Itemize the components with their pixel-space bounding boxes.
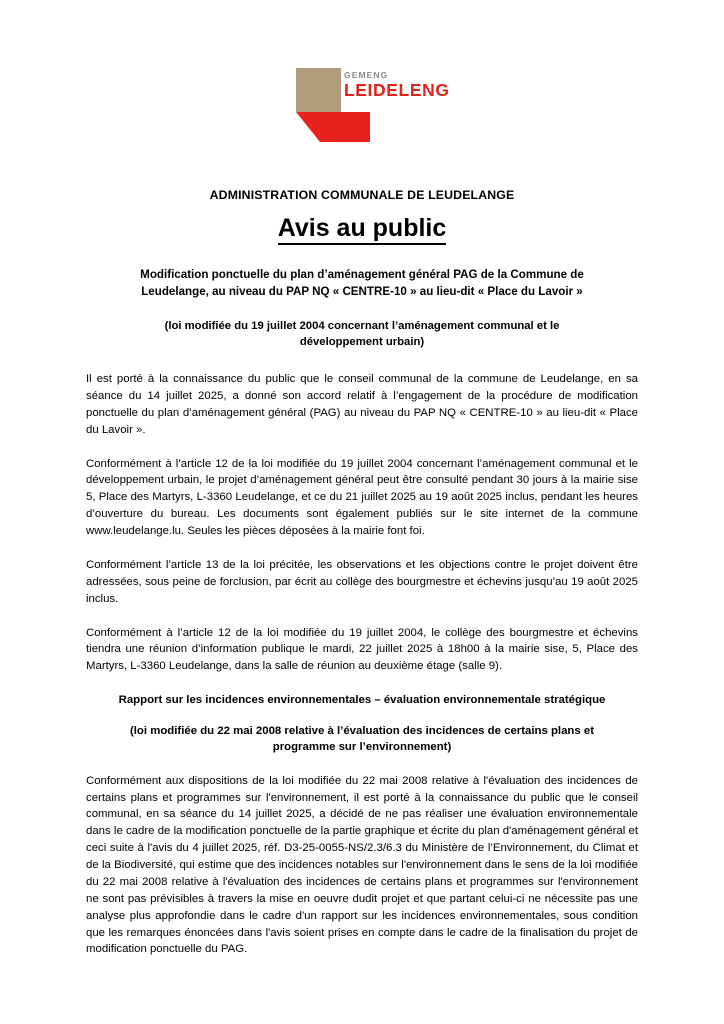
body-paragraph: Conformément à l’article 12 de la loi modifiée du 19 juillet 2004 concernant l’aménagement communal et le développement urbain, le projet d’aménagement général peut être consulté pendant 30 jours à la mairie sise 5, Place des Martyrs, L-3360 Leudelange, et ce du 21 juillet 2025 au 19 août 2025 inclus, pendant les heures d’ouverture du bureau. Les documents sont également publiés sur le site internet de la commune www.leudelange.lu. Seules les pièces déposées à la mairie font foi. (86, 457, 638, 537)
law-reference-note: (loi modifiée du 19 juillet 2004 concernant l’aménagement communal et le développement urbain) (164, 320, 560, 349)
administration-heading: ADMINISTRATION COMMUNALE DE LEUDELANGE (209, 188, 515, 202)
page-title-text: Avis au public (278, 214, 447, 245)
document-body (86, 371, 638, 958)
body-paragraph: Conformément l’article 13 de la loi précitée, les observations et les objections contre le projet doivent être adressées, sous peine de forclusion, par écrit au collège des bourgmestre et échevins jusqu’au 19 août 2025 inclus. (86, 558, 638, 605)
body-paragraph: Conformément à l’article 12 de la loi modifiée du 19 juillet 2004, le collège des bourgmestre et échevins tiendra une réunion d’information publique le mardi, 22 juillet 2025 à 18h00 à la mairie sise, 5, Place des Martyrs, L-3360 Leudelange, dans la salle de réunion au deuxième étage (salle 9). (86, 626, 638, 673)
document-subtitle: Modification ponctuelle du plan d’aménagement général PAG de la Commune de Leudelange, au niveau du PAP NQ « CENTRE-10 » au lieu-dit « Place du Lavoir » (140, 268, 584, 298)
logo-line-gemeng: GEMENG (344, 70, 389, 80)
body-paragraph: Il est porté à la connaissance du public que le conseil communal de la commune de Leudelange, en sa séance du 14 juillet 2025, a donné son accord relatif à l’engagement de la procédure de modification ponctuelle du plan d’aménagement général (PAG) au niveau du PAP NQ « CENTRE-10 » au lieu-dit « Place du Lavoir ». (86, 373, 638, 436)
section-subheading: (loi modifiée du 22 mai 2008 relative à l’évaluation des incidences de certains plans et programme sur l’environnement) (129, 724, 595, 754)
logo-wordmark (344, 71, 450, 99)
commune-logo (296, 68, 450, 143)
section-heading: Rapport sur les incidences environnementales – évaluation environnementale stratégique (118, 694, 606, 707)
body-paragraph-closing: Conformément aux dispositions de la loi modifiée du 22 mai 2008 relative à l'évaluation des incidences de certains plans et programmes sur l'environnement, il est porté à la connaissance du public que le conseil communal, en sa séance du 14 juillet 2025, a décidé de ne pas réaliser une évaluation environnementale dans le cadre de la modification ponctuelle de la partie graphique et écrite du plan d'aménagement général et ceci suite à l'avis du 4 juillet 2025, réf. D3-25-0055-NS/2.3/6.3 du Ministère de l’Environnement, du Climat et de la Biodiversité, qui estime que des incidences notables sur l'environnement dans le sens de la loi modifiée du 22 mai 2008 relative à l'évaluation des incidences de certains plans et programmes sur l'environnement ne sont pas prévisibles à travers la mise en oeuvre dudit projet et que partant celui-ci ne nécessite pas une analyse plus approfondie dans le cadre d'un rapport sur les incidences environnementales, sous condition que les remarques énoncées dans l'avis soient prises en compte dans le cadre de la finalisation du projet de modification ponctuelle du PAG. (86, 774, 638, 956)
logo-line-leideleng: LEIDELENG (344, 79, 450, 100)
page-title (0, 214, 724, 243)
